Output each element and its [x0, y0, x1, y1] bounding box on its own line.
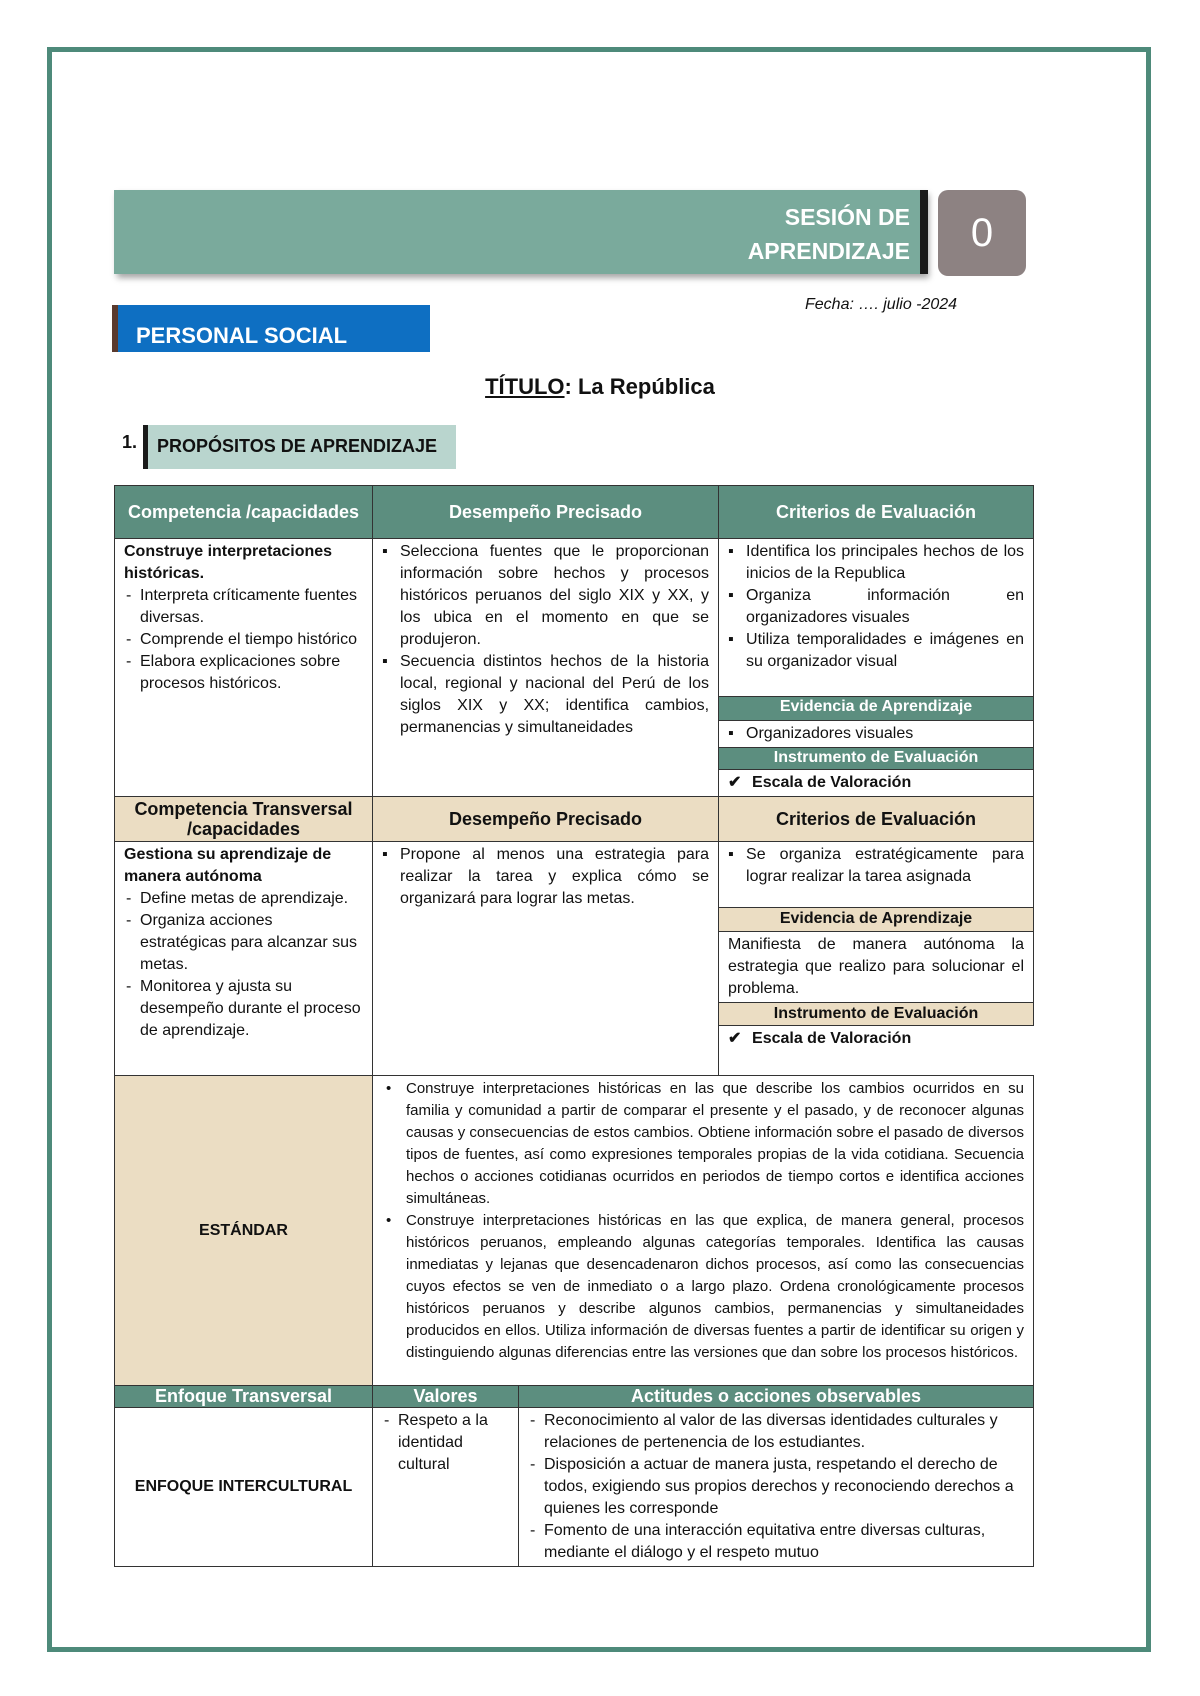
session-banner	[114, 190, 926, 274]
criterios-list	[728, 541, 1024, 673]
banner-title: SESIÓN DE APRENDIZAJE	[747, 204, 910, 264]
criterio-transversal: ▪ Se organiza estratégicamente para lograr realizar la tarea asignada	[728, 844, 1024, 888]
list-item: - Interpreta críticamente fuentes diversas.	[124, 585, 363, 629]
list-item: - Define metas de aprendizaje.	[124, 888, 363, 910]
evidencia-cell	[719, 721, 1034, 748]
session-date: Fecha: …. julio -2024	[805, 296, 958, 313]
list-item: - Monitorea y ajusta su desempeño durante el proceso de aprendizaje.	[124, 976, 363, 1042]
instrumento-transversal-cell	[719, 1026, 1034, 1076]
desempeno-transversal: ▪ Propone al menos una estrategia para realizar la tarea y explica cómo se organizará para lograr las metas.	[382, 844, 709, 910]
list-item: ▪ Identifica los principales hechos de los inicios de la Republica	[728, 541, 1024, 585]
table-header-row	[115, 797, 1034, 842]
list-item: ▪ Secuencia distintos hechos de la historia local, regional y nacional del Perú de los siglos XIX y XX; identifica cambios, permanencias y simultaneidades	[382, 651, 709, 739]
valor-item: - Respeto a la identidad cultural	[382, 1410, 509, 1476]
evidencia-transversal-label: Evidencia de Aprendizaje	[719, 908, 1034, 932]
criterio-transversal-cell	[719, 842, 1034, 908]
list-item: ▪ Utiliza temporalidades e imágenes en su organizador visual	[728, 629, 1024, 673]
list-item: - Comprende el tiempo histórico	[124, 629, 363, 651]
enfoque-name: ENFOQUE INTERCULTURAL	[115, 1408, 373, 1567]
capacidades-list	[124, 585, 363, 695]
header-criterios: Criterios de Evaluación	[719, 486, 1034, 539]
list-item: ▪ Organiza información en organizadores visuales	[728, 585, 1024, 629]
section-label: PROPÓSITOS DE APRENDIZAJE	[157, 436, 438, 456]
table-row	[115, 539, 1034, 697]
header-competencia-transversal: Competencia Transversal /capacidades	[115, 797, 373, 842]
competencia-title: Construye interpretaciones históricas.	[124, 543, 333, 582]
estandar-list	[382, 1078, 1024, 1364]
instrumento-transversal-value: ✔ Escala de Valoración	[728, 1028, 1025, 1050]
list-item: • Construye interpretaciones históricas en las que describe los cambios ocurridos en su familia y comunidad a partir de comparar el presente y el pasado, y de reconocer algunas causas y consecuencias de estos cambios. Obtiene información sobre el pasado de diversos tipos de fuentes, así como expresiones temporales propias de la vida cotidiana. Secuencia hechos o acciones cotidianas ocurridos en periodos de tiempo cortos e identifica acciones simultáneas.	[382, 1078, 1024, 1210]
title-text: La República	[571, 374, 715, 399]
competencia-transversal-cell	[115, 842, 373, 1076]
list-item: • Construye interpretaciones históricas en las que explica, de manera general, procesos históricos peruanos, empleando algunas categorías temporales. Identifica las causas inmediatas y lejanas que desencadenaron dichos procesos, así como las consecuencias cuyos efectos se ven de inmediato o a largo plazo. Ordena cronológicamente procesos históricos peruanos y describe algunos cambios, permanencias y simultaneidades producidos en ellos. Utiliza información de diversas fuentes a partir de identificar su origen y distinguiendo algunas diferencias entre las versiones que dan sobre los procesos históricos.	[382, 1210, 1024, 1364]
table-row	[115, 842, 1034, 908]
list-item: - Elabora explicaciones sobre procesos históricos.	[124, 651, 363, 695]
header-enfoque: Enfoque Transversal	[115, 1386, 373, 1408]
list-item: - Disposición a actuar de manera justa, respetando el derecho de todos, exigiendo sus propios derechos y reconociendo derechos a quienes les corresponde	[528, 1454, 1024, 1520]
list-item: ▪ Selecciona fuentes que le proporcionan información sobre hechos y procesos históricos peruanos del siglo XIX y XX, y los ubica en el momento en que se produjeron.	[382, 541, 709, 651]
area-label: PERSONAL SOCIAL	[136, 323, 348, 348]
title-label: TÍTULO	[485, 374, 565, 399]
table-row	[115, 1408, 1034, 1567]
session-number-badge: 0	[938, 190, 1026, 276]
section-accent-bar	[143, 425, 148, 469]
section-number: 1.	[122, 432, 138, 452]
actitudes-cell	[519, 1408, 1034, 1567]
desempeno-transversal-cell	[373, 842, 719, 1076]
section-heading	[143, 425, 456, 469]
header-competencia: Competencia /capacidades	[115, 486, 373, 539]
header-criterios-transversal: Criterios de Evaluación	[719, 797, 1034, 842]
actitudes-list	[528, 1410, 1024, 1564]
criterios-cell	[719, 539, 1034, 697]
table-header-row	[115, 1386, 1034, 1408]
area-box	[112, 305, 430, 352]
table-header-row	[115, 486, 1034, 539]
desempenos-list	[382, 541, 709, 739]
instrumento-label: Instrumento de Evaluación	[719, 748, 1034, 770]
learning-purposes-table	[114, 485, 1034, 1567]
valores-cell	[373, 1408, 519, 1567]
capacidades-transversal-list	[124, 888, 363, 1042]
header-desempeno-transversal: Desempeño Precisado	[373, 797, 719, 842]
instrumento-value: ✔ Escala de Valoración	[728, 772, 1024, 794]
desempeno-cell	[373, 539, 719, 797]
header-valores: Valores	[373, 1386, 519, 1408]
evidencia-value: ▪ Organizadores visuales	[728, 723, 1024, 745]
header-desempeno: Desempeño Precisado	[373, 486, 719, 539]
competencia-transversal-title: Gestiona su aprendizaje de manera autónoma	[124, 846, 332, 885]
table-row	[115, 1076, 1034, 1386]
title-separator: :	[564, 374, 572, 399]
evidencia-label: Evidencia de Aprendizaje	[719, 697, 1034, 721]
list-item: - Organiza acciones estratégicas para alcanzar sus metas.	[124, 910, 363, 976]
banner-divider	[920, 190, 928, 274]
evidencia-transversal-value: Manifiesta de manera autónoma la estrategia que realizo para solucionar el problema.	[719, 932, 1034, 1003]
area-accent-bar	[112, 305, 118, 352]
estandar-cell	[373, 1076, 1034, 1386]
session-title	[0, 374, 1200, 400]
instrumento-transversal-label: Instrumento de Evaluación	[719, 1003, 1034, 1026]
instrumento-cell	[719, 770, 1034, 797]
header-actitudes: Actitudes o acciones observables	[519, 1386, 1034, 1408]
list-item: - Fomento de una interacción equitativa entre diversas culturas, mediante el diálogo y el respeto mutuo	[528, 1520, 1024, 1564]
competencia-cell	[115, 539, 373, 797]
list-item: - Reconocimiento al valor de las diversas identidades culturales y relaciones de pertenencia de los estudiantes.	[528, 1410, 1024, 1454]
estandar-label: ESTÁNDAR	[115, 1076, 373, 1386]
